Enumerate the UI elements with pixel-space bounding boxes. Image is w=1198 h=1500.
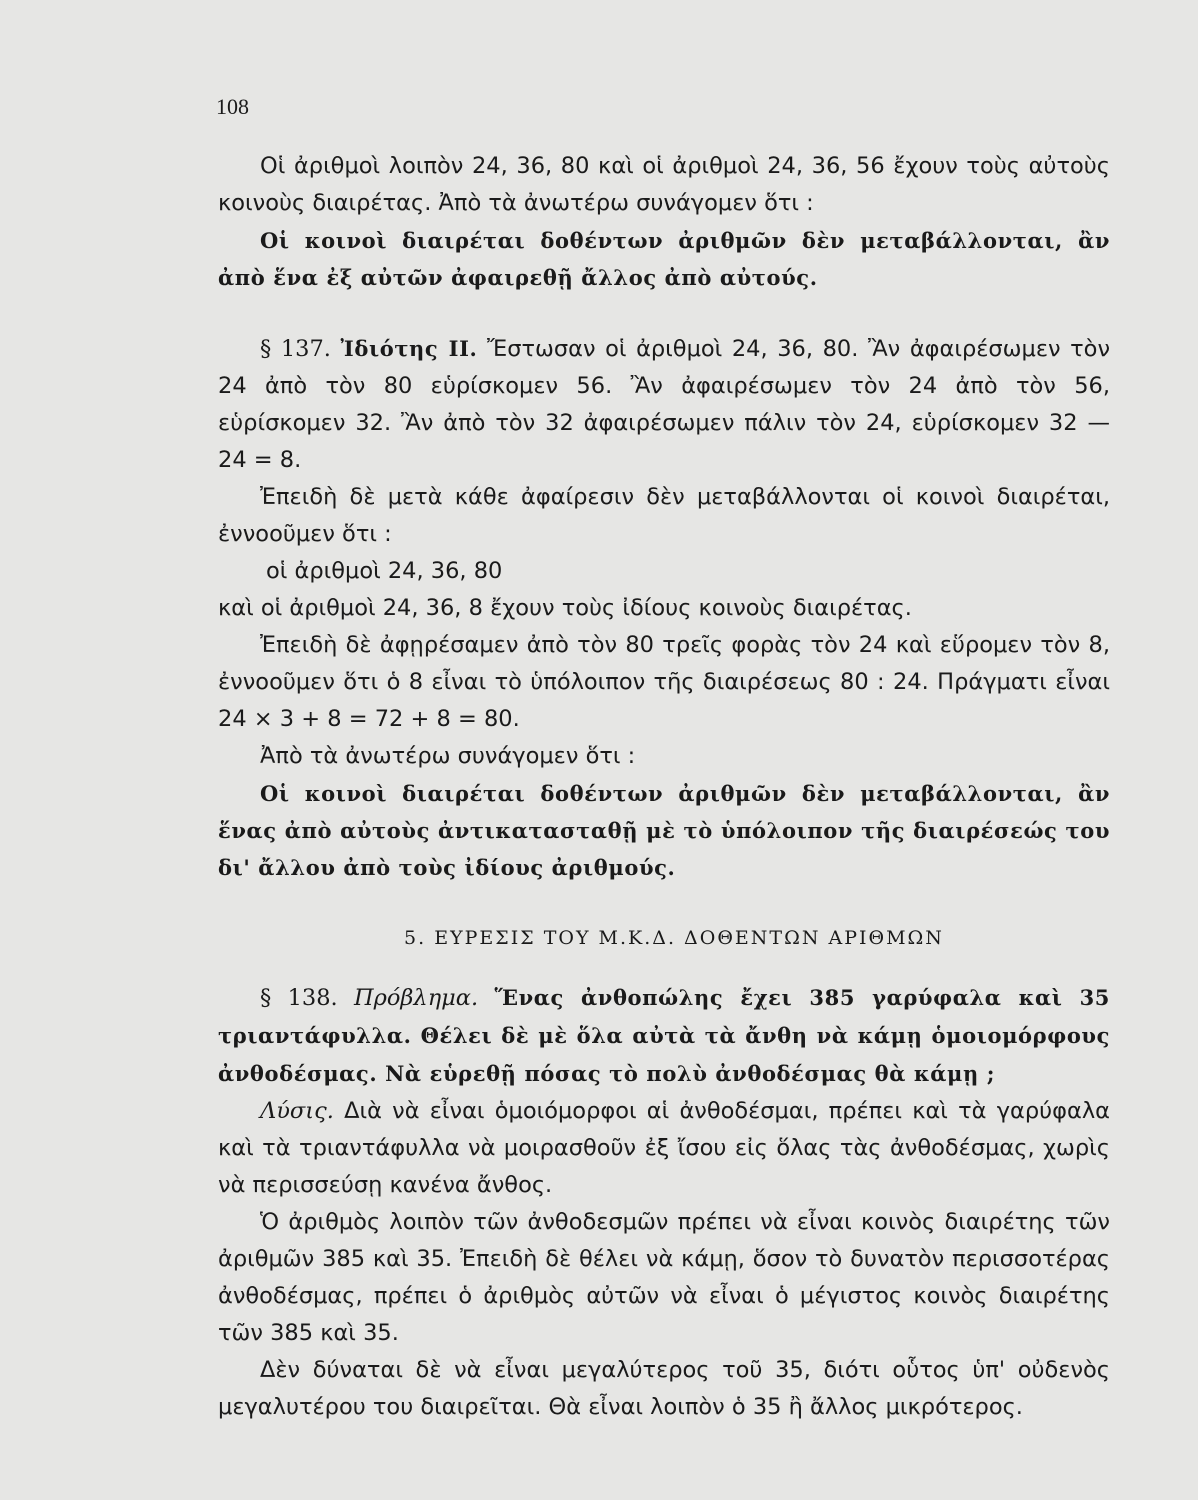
section-137-list-line-2: καὶ οἱ ἀριθμοὶ 24, 36, 8 ἔχουν τοὺς ἰδίους κοινοὺς διαιρέτας. [218, 595, 912, 621]
solution-label: Λύσις. [260, 1098, 334, 1124]
rule-statement-2: Οἱ κοινοὶ διαιρέται δοθέντων ἀριθμῶν δὲν μεταβάλλονται, ἂν ἕνας ἀπὸ αὐτοὺς ἀντικατασταθῇ μὲ τὸ ὑπόλοιπον τῆς διαιρέσεώς του δι' ἄλλου ἀπὸ τοὺς ἰδίους ἀριθμούς. [218, 781, 1110, 880]
section-138-problem: Ἕνας ἀνθοπώλης ἔχει 385 γαρύφαλα καὶ 35 τριαντάφυλλα. Θέλει δὲ μὲ ὅλα αὐτὰ τὰ ἄνθη νὰ κάμῃ ὁμοιομόρφους ἀνθοδέσμας. Νὰ εὑρεθῇ πόσας τὸ πολὺ ἀνθοδέσμας θὰ κάμῃ ; [218, 985, 1111, 1086]
solution-paragraph [218, 1093, 1110, 1204]
page-body [218, 148, 1110, 1426]
section-137-title: Ἰδιότης ΙΙ. [340, 336, 478, 361]
section-138 [218, 979, 1110, 1093]
section-137-paragraph-2: Ἐπειδὴ δὲ μετὰ κάθε ἀφαίρεσιν δὲν μεταβάλλονται οἱ κοινοὶ διαιρέται, ἐννοοῦμεν ὅτι : [218, 484, 1110, 547]
rule-statement-1: Οἱ κοινοὶ διαιρέται δοθέντων ἀριθμῶν δὲν μεταβάλλονται, ἂν ἀπὸ ἕνα ἐξ αὐτῶν ἀφαιρεθῇ ἄλλος ἀπὸ αὐτούς. [218, 228, 1110, 290]
page-number: 108 [216, 94, 249, 119]
section-137-paragraph-4: Ἀπὸ τὰ ἀνωτέρω συνάγομεν ὅτι : [260, 743, 636, 769]
solution-paragraph-3: Δὲν δύναται δὲ νὰ εἶναι μεγαλύτερος τοῦ 35, διότι οὗτος ὑπ' οὐδενὸς μεγαλυτέρου του διαιρεῖται. Θὰ εἶναι λοιπὸν ὁ 35 ἢ ἄλλος μικρότερος. [218, 1357, 1110, 1420]
paragraph-intro: Οἱ ἀριθμοὶ λοιπὸν 24, 36, 80 καὶ οἱ ἀριθμοὶ 24, 36, 56 ἔχουν τοὺς αὐτοὺς κοινοὺς διαιρέτας. Ἀπὸ τὰ ἀνωτέρω συνάγομεν ὅτι : [218, 153, 1110, 216]
section-138-label: § 138. [260, 985, 338, 1011]
section-137-label: § 137. [260, 336, 331, 362]
section-137 [218, 330, 1110, 479]
section-137-text: Ἔστωσαν οἱ ἀριθμοὶ 24, 36, 80. Ἂν ἀφαιρέσωμεν τὸν 24 ἀπὸ τὸν 80 εὑρίσκομεν 56. Ἂν ἀφαιρέσωμεν τὸν 24 ἀπὸ τὸν 56, εὑρίσκομεν 32. Ἂν ἀπὸ τὸν 32 ἀφαιρέσωμεν πάλιν τὸν 24, εὑρίσκομεν 32 — 24 = 8. [218, 336, 1111, 473]
section-137-paragraph-3: Ἐπειδὴ δὲ ἀφῃρέσαμεν ἀπὸ τὸν 80 τρεῖς φορὰς τὸν 24 καὶ εὕρομεν τὸν 8, ἐννοοῦμεν ὅτι ὁ 8 εἶναι τὸ ὑπόλοιπον τῆς διαιρέσεως 80 : 24. Πράγματι εἶναι 24 × 3 + 8 = 72 + 8 = 80. [218, 632, 1110, 732]
section-138-title: Πρόβλημα. [354, 985, 479, 1011]
chapter-heading: 5. ΕΥΡΕΣΙΣ ΤΟΥ Μ.Κ.Δ. ΔΟΘΕΝΤΩΝ ΑΡΙΘΜΩΝ [404, 927, 944, 949]
solution-paragraph-2: Ὁ ἀριθμὸς λοιπὸν τῶν ἀνθοδεσμῶν πρέπει νὰ εἶναι κοινὸς διαιρέτης τῶν ἀριθμῶν 385 καὶ 35. Ἐπειδὴ δὲ θέλει νὰ κάμῃ, ὅσον τὸ δυνατὸν περισσοτέρας ἀνθοδέσμας, πρέπει ὁ ἀριθμὸς αὐτῶν νὰ εἶναι ὁ μέγιστος κοινὸς διαιρέτης τῶν 385 καὶ 35. [218, 1209, 1110, 1346]
section-137-list-line-1: οἱ ἀριθμοὶ 24, 36, 80 [266, 558, 503, 584]
solution-text: Διὰ νὰ εἶναι ὁμοιόμορφοι αἱ ἀνθοδέσμαι, πρέπει καὶ τὰ γαρύφαλα καὶ τὰ τριαντάφυλλα νὰ μοιρασθοῦν ἐξ ἴσου εἰς ὅλας τὰς ἀνθοδέσμας, χωρὶς νὰ περισσεύσῃ κανένα ἄνθος. [218, 1098, 1110, 1198]
